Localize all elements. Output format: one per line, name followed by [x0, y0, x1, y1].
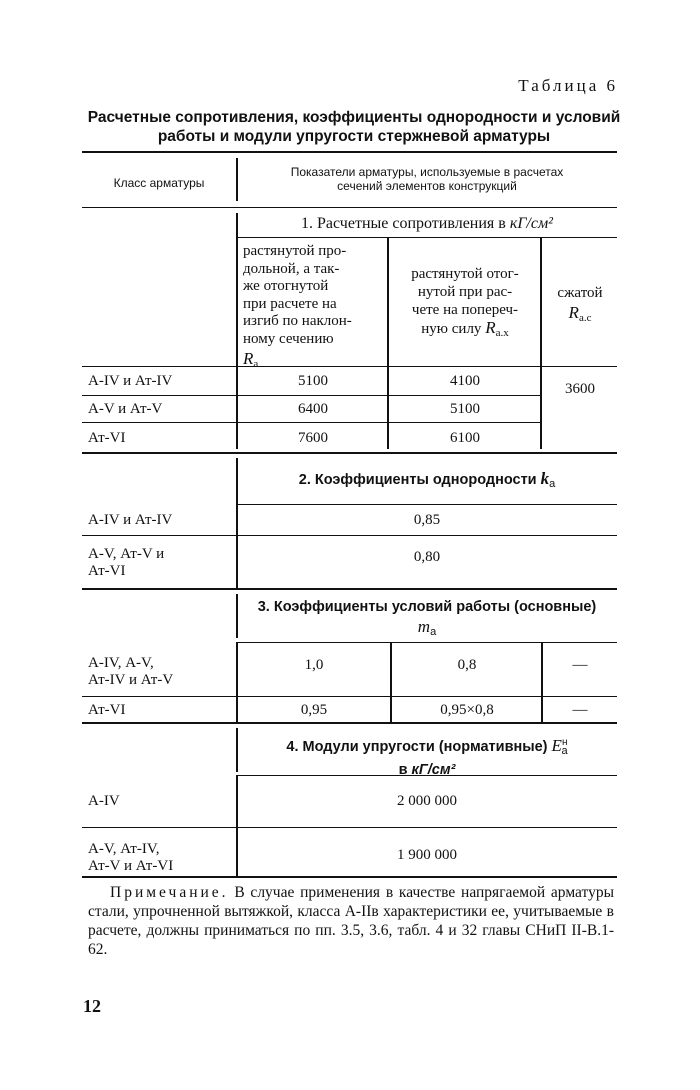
sec1-col-tension-bent-line: нутой при рас-: [417, 284, 513, 300]
sec1-symbol-ra-sub: а: [253, 358, 259, 370]
sec1-col-tension-long-line: изгиб по наклон-: [243, 313, 352, 329]
sec3-row-v2: 0,95×0,8: [440, 702, 494, 718]
rule-sec3-row: [82, 696, 617, 697]
sec4-title-text: 4. Модули упругости (нормативные): [286, 738, 548, 755]
sec1-col-tension-long-line: при расчете на: [243, 295, 337, 312]
sec4-symbol: E: [551, 735, 562, 755]
rule-sec4-title-left: [236, 728, 238, 772]
sec1-row-rax: 6100: [450, 430, 480, 446]
sec1-col-tension-bent-line: ную силу: [421, 321, 482, 337]
sec2-row-class: А-IV и Ат-IV: [88, 512, 173, 528]
header-indicators: [240, 165, 614, 193]
sec3-row-class-line: Ат-IV и Ат-V: [88, 672, 174, 688]
table-title: [74, 108, 634, 146]
table-label: Таблица 6: [518, 76, 618, 95]
rule-sec3-title-bottom: [236, 642, 617, 643]
rule-sec2-title-left: [236, 458, 238, 504]
sec2-row-class-line: Ат-VI: [88, 563, 126, 579]
rule-sec3-left: [236, 643, 238, 723]
rule-sec1-title-left: [236, 213, 238, 237]
sec1-row-rax: 4100: [450, 373, 480, 389]
sec4-row-value: 2 000 000: [397, 793, 457, 809]
rule-sec3-right: [541, 643, 543, 723]
sec2-row-value: 0,85: [413, 512, 441, 528]
sec1-col-tension-bent-line: чете на попереч-: [411, 302, 519, 318]
sec4-symbol-sup: н: [561, 737, 568, 748]
sec1-col-tension-long-line: ному сечению: [243, 330, 334, 347]
note-label: Примечание.: [110, 884, 229, 901]
rule-sec1-mid: [387, 238, 389, 449]
sec1-symbol-rac: R: [568, 303, 579, 322]
sec4-symbol-sub: а: [561, 744, 568, 757]
rule-sec2-row: [82, 535, 617, 536]
sec3-title-text: 3. Коэффициенты условий работы (основные): [257, 599, 597, 615]
sec4-title: [240, 733, 614, 780]
rule-header-divider: [236, 158, 238, 201]
sec3-row-v3: —: [572, 702, 588, 718]
sec4-unit: кГ/см²: [411, 761, 456, 778]
sec1-col-compression: [543, 283, 617, 328]
sec4-row-class: А-IV: [88, 793, 120, 809]
sec1-symbol-rac-sub: а.с: [578, 312, 592, 324]
sec4-row-class: [88, 841, 173, 875]
page-number: 12: [83, 996, 101, 1016]
rule-sec2-title-bottom: [236, 504, 617, 505]
table-title-line2: работы и модули упругости стержневой арматуры: [157, 128, 551, 145]
rule-sec4-row: [82, 827, 617, 828]
sec1-col-tension-bent-line: растянутой отог-: [411, 266, 519, 282]
note: [88, 883, 614, 959]
rule-row-a5: [82, 422, 540, 423]
sec1-col-tension-bent: [392, 265, 538, 342]
sec1-row-ra: 6400: [298, 401, 328, 417]
sec2-symbol-sub: а: [549, 478, 556, 490]
sec1-title: [240, 215, 614, 233]
sec1-row-class: Ат-VI: [88, 430, 126, 446]
sec1-col-tension-long-line: же отогнутой: [243, 278, 329, 294]
sec1-rac-shared: 3600: [565, 381, 595, 397]
sec2-title-text: 2. Коэффициенты однородности: [298, 472, 541, 488]
sec1-symbol-ra: R: [243, 349, 254, 368]
rule-header-bottom: [82, 207, 617, 208]
sec2-row-value: 0,80: [413, 549, 441, 565]
sec3-row-v2: 0,8: [457, 657, 477, 673]
sec3-symbol: m: [417, 617, 431, 636]
rule-sec3-bottom: [82, 722, 617, 724]
sec1-col-tension-long: [243, 243, 383, 374]
sec3-row-v1: 1,0: [304, 657, 324, 673]
sec1-row-ra: 5100: [298, 373, 328, 389]
rule-sec1-bottom: [82, 452, 617, 454]
rule-sec1-left: [236, 237, 238, 449]
sec1-title-text: 1. Расчетные сопротивления в: [301, 215, 510, 232]
rule-sec1-title-bottom: [236, 237, 617, 238]
sec3-row-v1: 0,95: [300, 702, 328, 718]
sec1-col-tension-long-line: растянутой про-: [243, 243, 347, 259]
sec2-row-class: [88, 546, 164, 580]
header-indicators-line2: сечений элементов конструкций: [337, 179, 517, 193]
sec3-title: [240, 598, 614, 642]
rule-row-a4: [82, 395, 540, 396]
sec1-col-tension-long-line: дольной, а так-: [243, 260, 340, 277]
rule-sec2-bottom: [82, 588, 617, 590]
rule-sec2-left: [236, 505, 238, 590]
rule-top: [82, 151, 617, 153]
rule-sec3-mid: [390, 643, 392, 723]
sec2-row-class-line: А-V, Ат-V и: [88, 546, 165, 562]
header-class-column: Класс арматуры: [113, 176, 205, 190]
rule-sec3-title-left: [236, 594, 238, 638]
sec2-title: [240, 470, 614, 493]
sec1-row-class: А-IV и Ат-IV: [88, 373, 173, 389]
sec4-unit-prefix: в: [398, 761, 412, 778]
table-title-line1: Расчетные сопротивления, коэффициенты однородности и условий: [87, 109, 621, 126]
note-text: В случае применения в качестве напрягаемой арматуры стали, упрочненной вытяжкой, класса А-IIв характеристики ее, учитываемые в расчете, должны приниматься по пп. 3.5, 3.6, табл. 4 и 32 главы СНиП II-В.1-62.: [88, 884, 614, 958]
sec4-row-value: 1 900 000: [397, 847, 457, 863]
sec3-symbol-sub: а: [430, 626, 437, 638]
sec1-col-compression-label: сжатой: [557, 285, 603, 301]
sec1-unit: кГ/см²: [509, 215, 553, 232]
sec1-symbol-rax-sub: а.х: [495, 327, 509, 339]
sec1-row-rax: 5100: [450, 401, 480, 417]
sec3-row-class: [88, 655, 173, 689]
sec1-row-ra: 7600: [298, 430, 328, 446]
sec3-row-class: Ат-VI: [88, 702, 126, 718]
rule-table-bottom: [82, 876, 617, 878]
sec4-row-class-line: А-V, Ат-IV,: [88, 841, 160, 857]
sec1-symbol-rax: R: [485, 318, 496, 337]
sec1-row-class: А-V и Ат-V: [88, 401, 163, 417]
sec3-row-v3: —: [572, 657, 588, 673]
sec2-symbol: k: [540, 469, 550, 488]
rule-sec1-right: [540, 238, 542, 449]
header-indicators-line1: Показатели арматуры, используемые в расчетах: [290, 165, 564, 179]
rule-sec4-left: [236, 776, 238, 876]
sec4-row-class-line: Ат-V и Ат-VI: [88, 858, 174, 874]
sec3-row-class-line: А-IV, А-V,: [88, 655, 154, 671]
